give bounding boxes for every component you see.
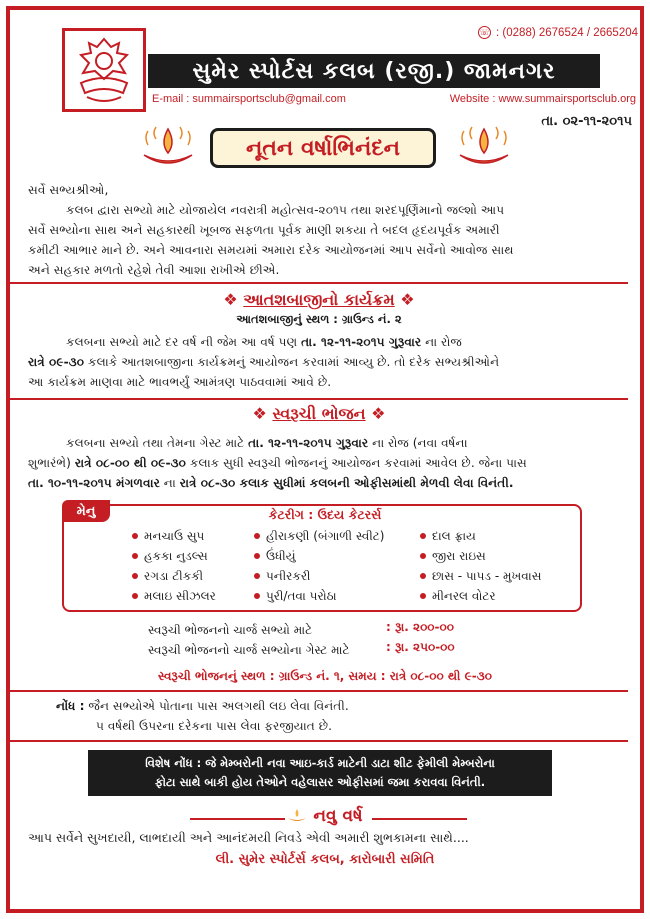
charge-guests-label: સ્વરૂચી ભોજનનો ચાર્જ સભ્યોના ગેસ્ટ માટે — [148, 643, 350, 657]
dinner-venue: સ્વરૂચી ભોજનનું સ્થળ : ગ્રાઉન્ડ નં. ૧, સમય : રાત્રે ૦૮-૦૦ થી ૯-૩૦ — [158, 669, 492, 683]
wishes-line: આપ સર્વેને સુખદાયી, લાભદાયી અને આનંદમયી નિવડે એવી અમારી શુભકામના સાથે.... — [28, 830, 469, 845]
greeting-line: કમીટી આભાર માને છે. અને આવનારા સમયમાં અમારા દરેક આયોજનમાં આપ સર્વેનો આવોજ સાથ — [28, 243, 514, 257]
menu-tag: મેનુ — [62, 500, 110, 522]
list-item: મીનરલ વોટર — [420, 586, 541, 606]
fireworks-line: રાત્રે ૦૯-૩૦ કલાકે આતશબાજીના કાર્યક્રમનું આયોજન કરવામાં આવ્યુ છે. તો દરેક સભ્યશ્રીઓને — [28, 355, 500, 369]
diya-lamp-icon — [140, 125, 196, 171]
club-name-bar — [148, 54, 600, 88]
phone-row — [478, 26, 638, 39]
divider — [10, 282, 628, 284]
diamond-icon: ❖ — [394, 290, 415, 309]
list-item: પુરી/તવા પરોઠા — [254, 586, 384, 606]
email-link[interactable]: E-mail : summairsportsclub@gmail.com — [152, 93, 346, 105]
greeting-banner — [210, 128, 436, 168]
fireworks-line: કલબના સભ્યો માટે દર વર્ષ ની જેમ આ વર્ષ પણ તા. ૧૨-૧૧-૨૦૧૫ ગુરૂવાર ના રોજ — [66, 335, 462, 349]
list-item: રગડા ટીકકી — [132, 566, 216, 586]
special-note-line: ફોટા સાથે બાકી હોય તેઓને વહેલાસર ઓફીસમાં જમા કરાવવા વિનંતી. — [154, 775, 486, 789]
list-item: પનીરકરી — [254, 566, 384, 586]
note-line: નોંધ : જૈન સભ્યોએ પોતાના પાસ અલગથી લઇ લેવા વિનંતી. — [56, 699, 349, 713]
website-link[interactable]: Website : www.summairsportsclub.org — [449, 93, 636, 105]
diamond-icon: ❖ — [365, 404, 386, 423]
fireworks-heading: ❖ આતશબાજીનો કાર્યક્રમ ❖ — [223, 290, 415, 309]
menu-column — [132, 526, 216, 606]
fireworks-venue: આતશબાજીનું સ્થળ : ગ્રાઉન્ડ નં. ૨ — [236, 312, 402, 326]
diamond-icon: ❖ — [223, 290, 244, 309]
list-item: દાલ ફ્રાય — [420, 526, 541, 546]
club-name: સુમેર સ્પોર્ટસ કલબ (રજી.) જામનગર — [192, 58, 556, 84]
list-item: મલાઇ સીઝલર — [132, 586, 216, 606]
salutation: સર્વે સભ્યશ્રીઓ, — [28, 183, 109, 197]
divider — [10, 740, 628, 742]
greeting-banner-text: નૂતન વર્ષાભિનંદન — [245, 135, 401, 161]
dinner-line: શુભારંભે) રાત્રે ૦૮-૦૦ થી ૦૯-૩૦ કલાક સુધી સ્વરૂચી ભોજનનું આયોજન કરવામાં આવેલ છે. જેના પાસ — [28, 456, 527, 470]
greeting-line: સર્વે સભ્યોના સાથ અને સહકારથી ખૂબજ સફળતા પૂર્વક માણી શકયા તે બદલ હૃદયપૂર્વક અમારી — [28, 223, 500, 237]
list-item: જીરા રાઇસ — [420, 546, 541, 566]
list-item: ઉંધીયું — [254, 546, 384, 566]
note-line: ૫ વર્ષથી ઉપરના દરેકના પાસ લેવા ફરજીયાત છે. — [96, 719, 332, 733]
list-item: મનચાઉ સુપ — [132, 526, 216, 546]
dinner-line: તા. ૧૦-૧૧-૨૦૧૫ મંગળવાર ના રાત્રે ૦૮-૩૦ કલાક સુધીમાં કલબની ઓફીસમાંથી મેળવી લેવા વિનંતી. — [28, 476, 514, 490]
caterer-name: કેટરીગ : ઉદય કેટરર્સ — [268, 507, 382, 522]
diamond-icon: ❖ — [252, 404, 273, 423]
fireworks-line: આ કાર્યક્રમ માણવા માટે ભાવભર્યું આમંત્રણ પાઠવવામાં આવે છે. — [28, 375, 332, 389]
letter-date: તા. ૦૨-૧૧-૨૦૧૫ — [541, 114, 632, 129]
menu-column — [420, 526, 541, 606]
charge-members-value: : રૂા. ૨૦૦-૦૦ — [386, 620, 454, 634]
greeting-line: અને સહકાર મળતો રહેશે તેવી આશા રાખીએ છીએ. — [28, 263, 280, 277]
special-note — [88, 750, 552, 796]
signoff: લી. સુમેર સ્પોર્ટર્સ કલબ, કારોબારી સમિતિ — [215, 852, 435, 867]
list-item: છાસ - પાપડ - મુખવાસ — [420, 566, 541, 586]
charge-guests-value: : રૂા. ૨૫૦-૦૦ — [386, 640, 455, 654]
charge-members-label: સ્વરૂચી ભોજનનો ચાર્જ સભ્યો માટે — [148, 623, 313, 637]
divider — [10, 398, 628, 400]
diya-lamp-icon — [287, 808, 307, 824]
diya-lamp-icon — [456, 125, 512, 171]
special-note-line: વિશેષ નોંધ : જે મેમ્બરોની નવા આઇ-કાર્ડ માટેની ડાટા શીટ ફેમીલી મેમ્બરોના — [145, 756, 495, 770]
list-item: હકકા નુડલ્સ — [132, 546, 216, 566]
phone-icon: ☏ — [478, 26, 491, 39]
dinner-line: કલબના સભ્યો તથા તેમના ગેસ્ટ માટે તા. ૧૨-૧૧-૨૦૧૫ ગુરૂવાર ના રોજ (નવા વર્ષના — [66, 436, 468, 450]
new-year-title: નવુ વર્ષ — [0, 806, 650, 826]
phone-numbers: : (0288) 2676524 / 2665204 — [496, 26, 638, 39]
menu-column — [254, 526, 384, 606]
club-logo — [62, 28, 146, 112]
list-item: હીરાકણી (બંગાળી સ્વીટ) — [254, 526, 384, 546]
club-crest-icon — [67, 33, 141, 107]
divider — [10, 690, 628, 692]
dinner-heading: ❖ સ્વરૂચી ભોજન ❖ — [252, 404, 386, 423]
greeting-line: કલબ દ્વારા સભ્યો માટે યોજાયેલ નવરાત્રી મહોત્સવ-૨૦૧૫ તથા શરદપૂર્ણિમાનો જલ્શો આપ — [66, 203, 505, 217]
